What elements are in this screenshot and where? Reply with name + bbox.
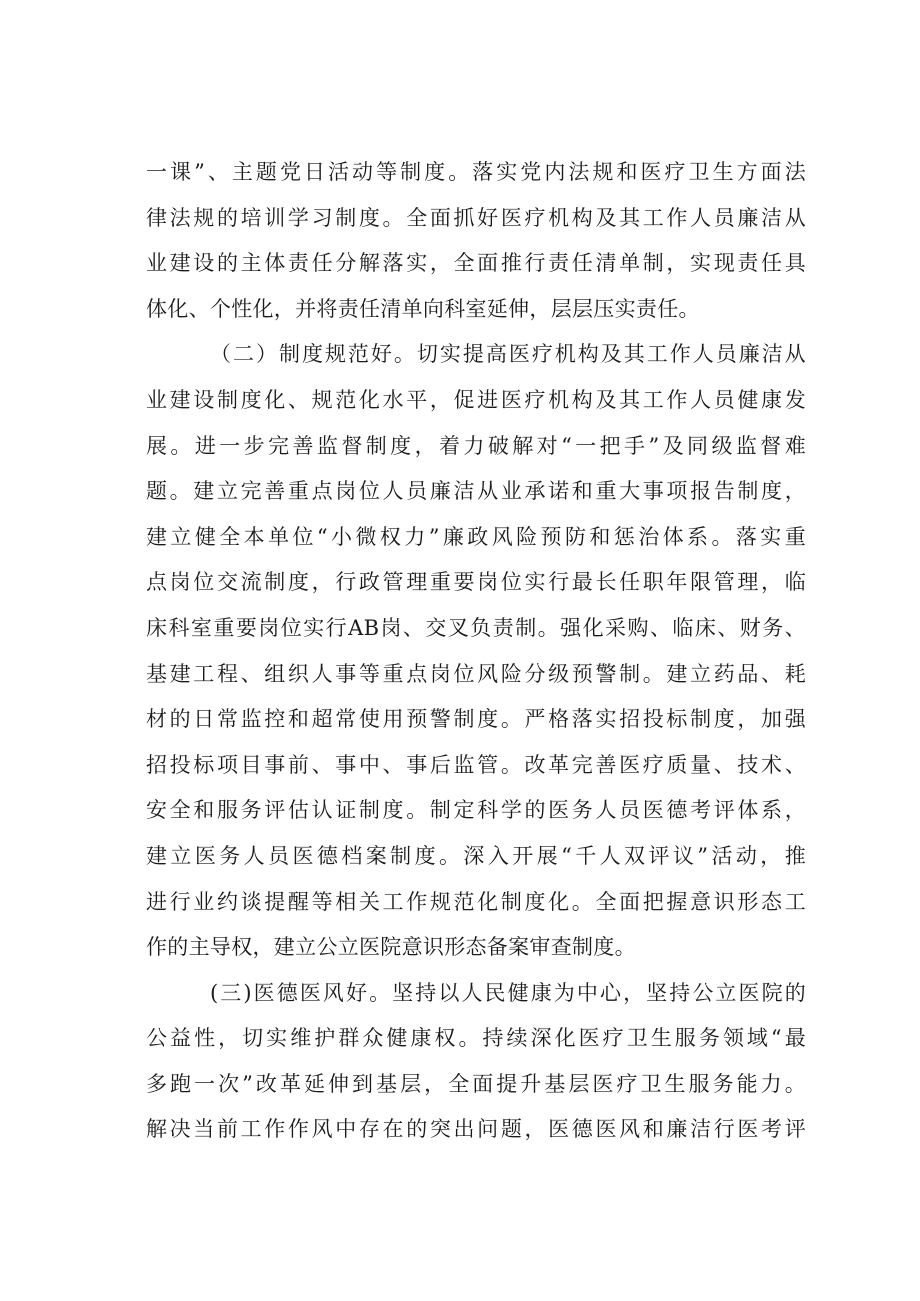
text-line: 业建设的主体责任分解落实，全面推行责任清单制，实现责任具 <box>146 251 806 276</box>
text-line: 展。进一步完善监督制度，着力破解对“一把手”及同级监督难 <box>146 433 806 458</box>
text-line: 建立健全本单位“小微权力”廉政风险预防和惩治体系。落实重 <box>146 524 806 549</box>
text-line: 体化、个性化，并将责任清单向科室延伸，层层压实责任。 <box>146 296 700 321</box>
text-line: 招投标项目事前、事中、事后监管。改革完善医疗质量、技术、 <box>146 752 806 777</box>
text-line: 解决当前工作作风中存在的突出问题，医德医风和廉洁行医考评 <box>146 1117 806 1142</box>
text-line: 建立医务人员医德档案制度。深入开展“千人双评议”活动，推 <box>146 843 806 868</box>
text-line: 床科室重要岗位实行AB岗、交叉负责制。强化采购、临床、财务、 <box>146 615 806 640</box>
text-line: (三)医德医风好。坚持以人民健康为中心，坚持公立医院的 <box>210 980 806 1005</box>
paragraph-2 <box>146 334 806 972</box>
text-line: 进行业约谈提醒等相关工作规范化制度化。全面把握意识形态工 <box>146 889 806 914</box>
document-body <box>146 152 806 1155</box>
text-line: 业建设制度化、规范化水平，促进医疗机构及其工作人员健康发 <box>146 387 806 412</box>
text-line: 一课”、主题党日活动等制度。落实党内法规和医疗卫生方面法 <box>146 160 806 184</box>
text-line: 律法规的培训学习制度。全面抓好医疗机构及其工作人员廉洁从 <box>146 205 806 230</box>
text-line: 公益性，切实维护群众健康权。持续深化医疗卫生服务领域“最 <box>146 1026 806 1051</box>
text-line: 材的日常监控和超常使用预警制度。严格落实招投标制度，加强 <box>146 707 806 732</box>
text-line: （二）制度规范好。切实提高医疗机构及其工作人员廉洁从 <box>210 342 806 367</box>
text-line: 基建工程、组织人事等重点岗位风险分级预警制。建立药品、耗 <box>146 661 806 686</box>
paragraph-1 <box>146 152 806 334</box>
text-line: 多跑一次”改革延伸到基层，全面提升基层医疗卫生服务能力。 <box>146 1071 806 1096</box>
text-line: 安全和服务评估认证制度。制定科学的医务人员医德考评体系， <box>146 798 806 823</box>
paragraph-3 <box>146 973 806 1155</box>
text-line: 题。建立完善重点岗位人员廉洁从业承诺和重大事项报告制度， <box>146 479 806 504</box>
text-line: 作的主导权，建立公立医院意识形态备案审查制度。 <box>146 935 636 960</box>
text-line: 点岗位交流制度，行政管理重要岗位实行最长任职年限管理，临 <box>146 570 806 595</box>
